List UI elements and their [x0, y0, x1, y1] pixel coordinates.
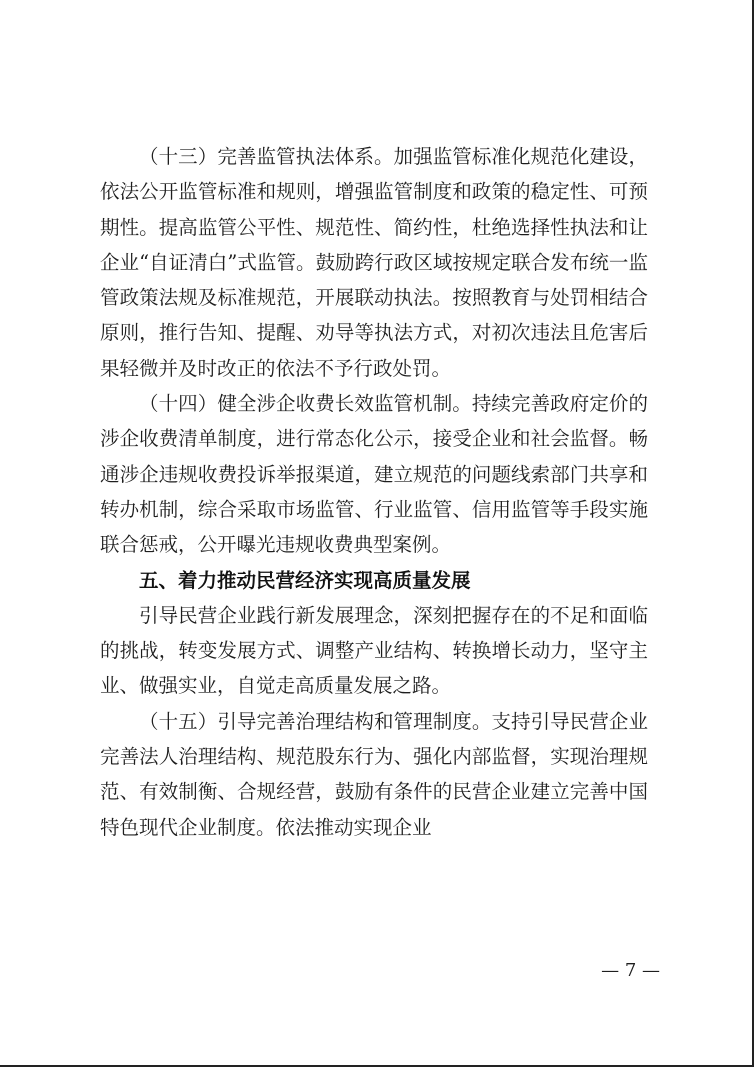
- paragraph-section-13: （十三）完善监管执法体系。加强监管标准化规范化建设，依法公开监管标准和规则，增强监管制度和政策的稳定性、可预期性。提高监管公平性、规范性、简约性，杜绝选择性执法和让企业“自证清白”式监管。鼓励跨行政区域按规定联合发布统一监管政策法规及标准规范，开展联动执法。按照教育与处罚相结合原则，推行告知、提醒、劝导等执法方式，对初次违法且危害后果轻微并及时改正的依法不予行政处罚。: [100, 145, 648, 380]
- heading-section-5: 五、着力推动民营经济实现高质量发展: [139, 568, 471, 592]
- paragraph-section-15: （十五）引导完善治理结构和管理制度。支持引导民营企业完善法人治理结构、规范股东行为、强化内部监督，实现治理规范、有效制衡、合规经营，鼓励有条件的民营企业建立完善中国特色现代企业制度。依法推动实现企业: [100, 709, 648, 839]
- paragraph-section-5-intro: 引导民营企业践行新发展理念，深刻把握存在的不足和面临的挑战，转变发展方式、调整产业结构、转换增长动力，坚守主业、做强实业，自觉走高质量发展之路。: [100, 603, 648, 698]
- document-body: [100, 139, 648, 845]
- paragraph-section-14: （十四）健全涉企收费长效监管机制。持续完善政府定价的涉企收费清单制度，进行常态化公示，接受企业和社会监督。畅通涉企违规收费投诉举报渠道，建立规范的问题线索部门共享和转办机制，综合采取市场监管、行业监管、信用监管等手段实施联合惩戒，公开曝光违规收费典型案例。: [100, 392, 648, 557]
- page-number: — 7 —: [601, 960, 660, 981]
